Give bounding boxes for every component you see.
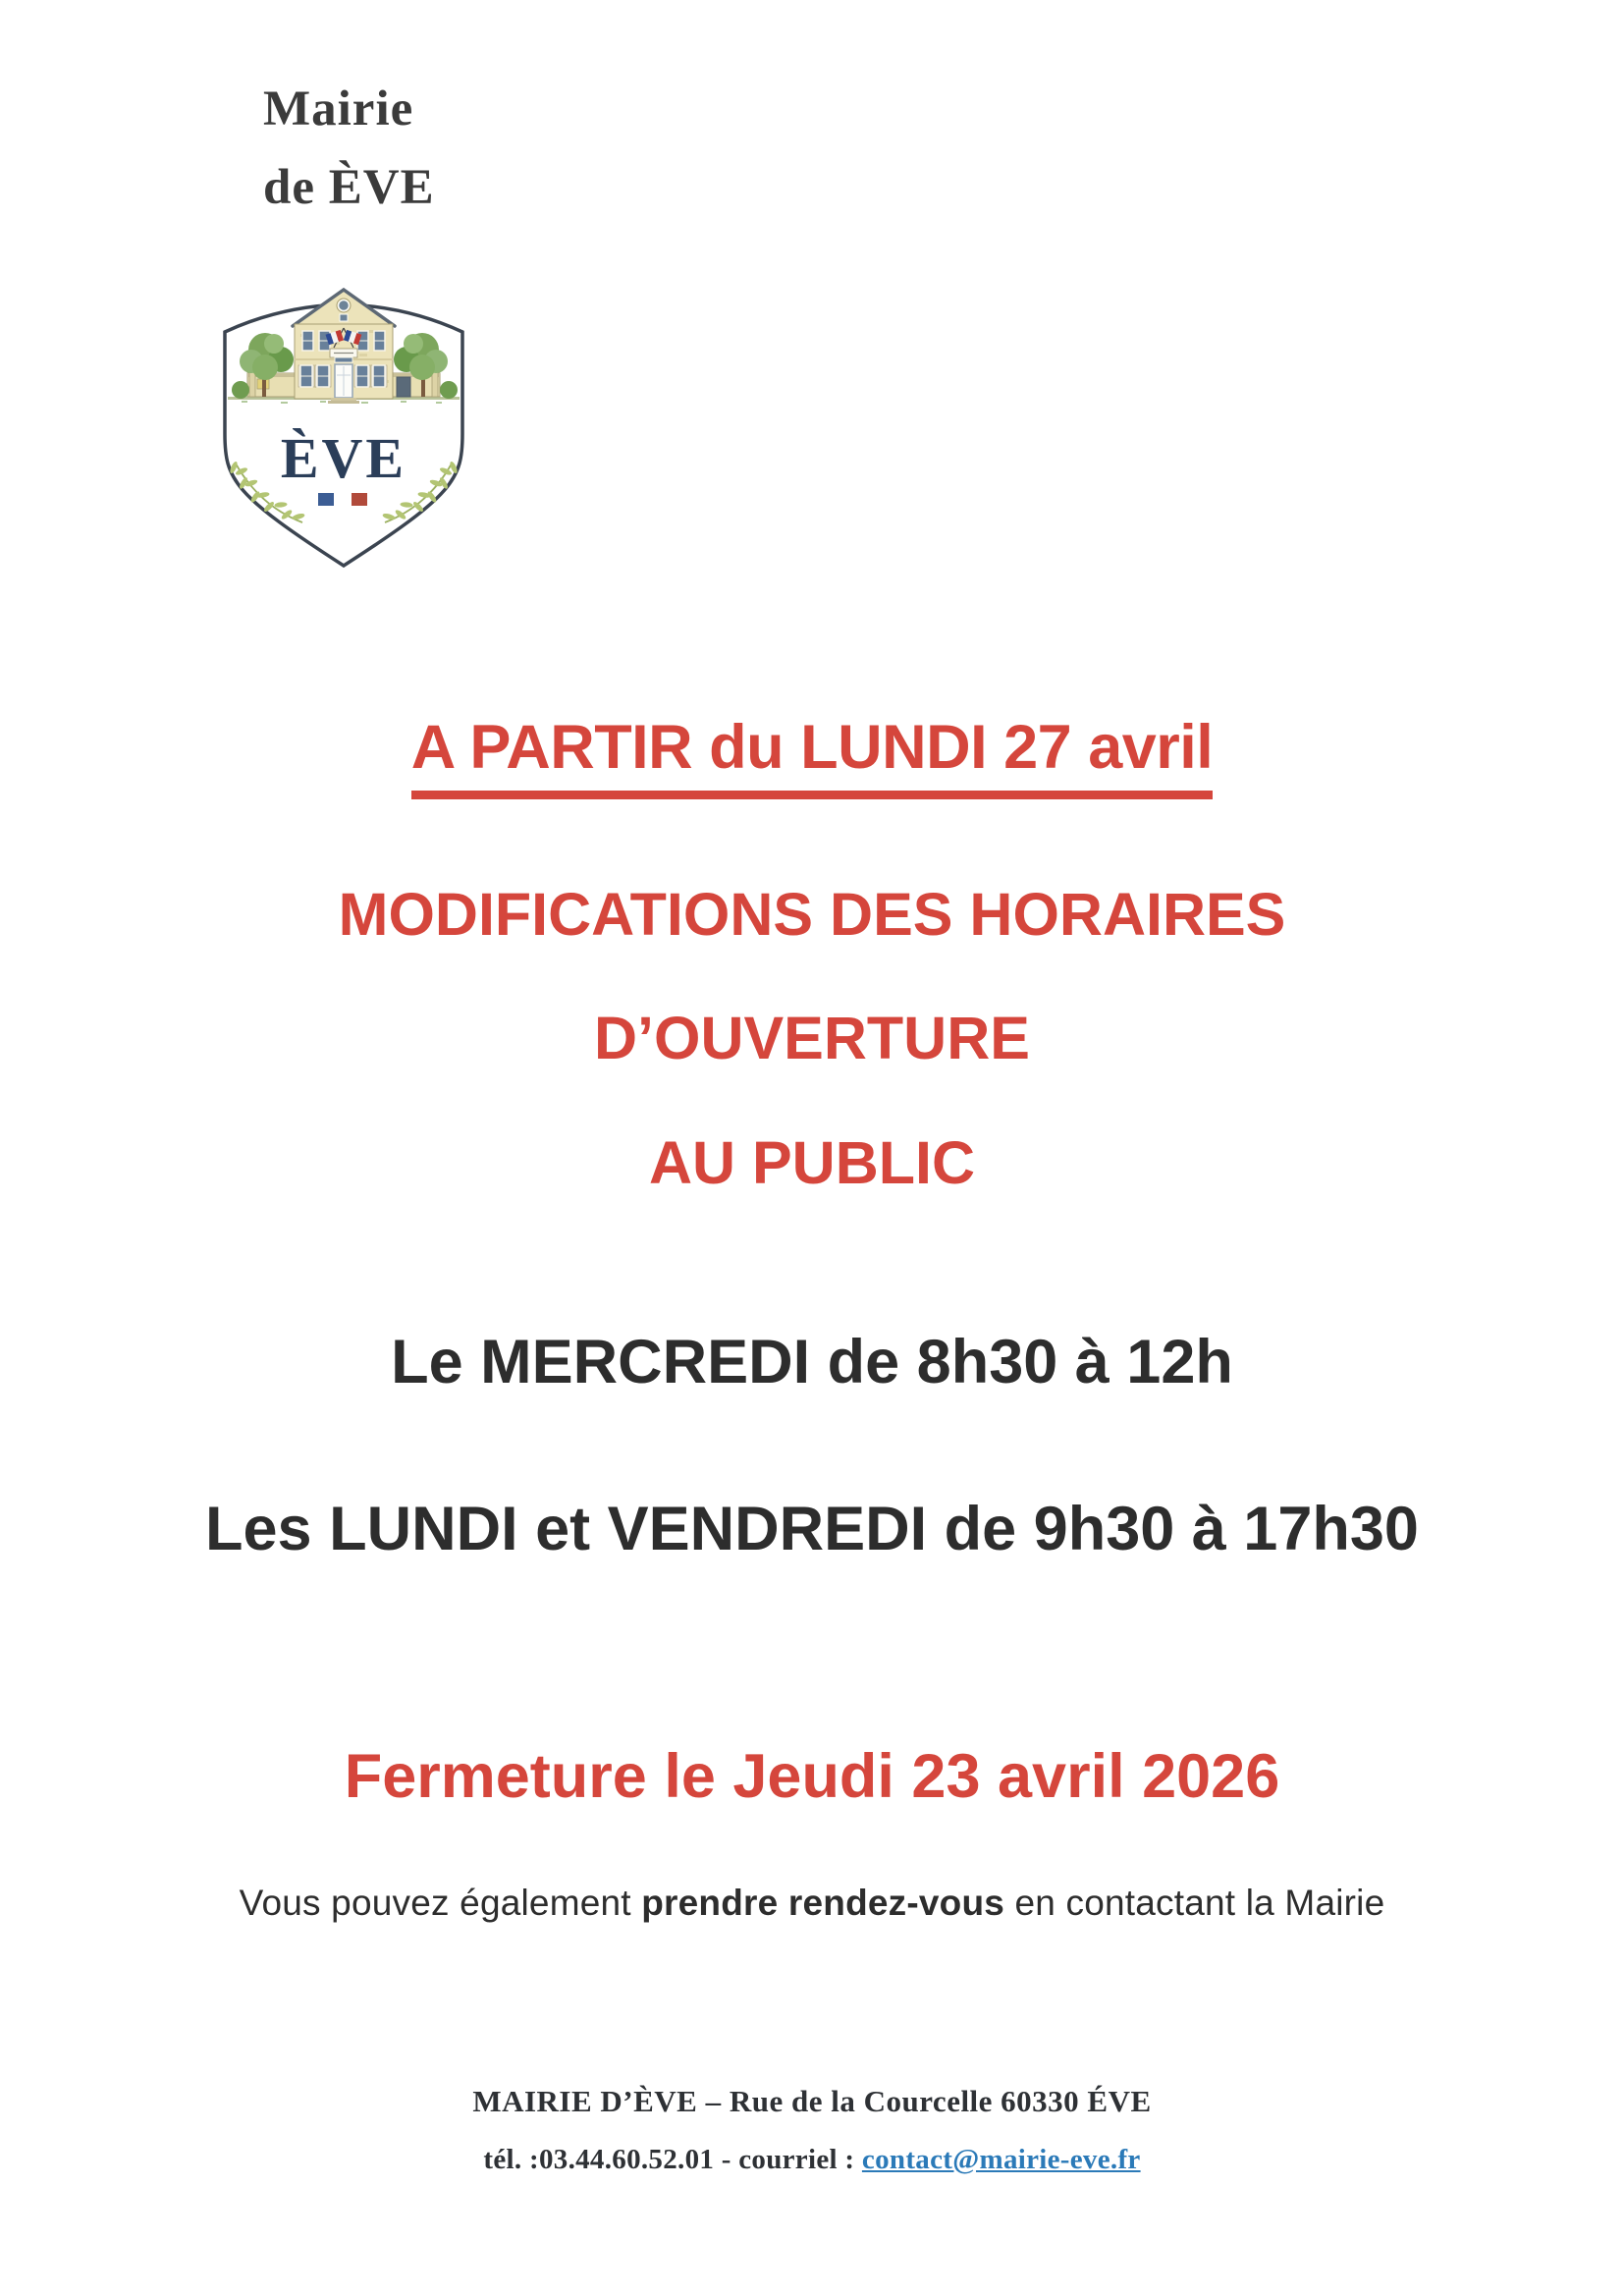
schedule-wednesday: Le MERCREDI de 8h30 à 12h [391, 1328, 1233, 1396]
closure-notice: Fermeture le Jeudi 23 avril 2026 [344, 1742, 1280, 1811]
appointment-note-bold: prendre rendez-vous [641, 1883, 1005, 1923]
town-hall-illustration [228, 290, 460, 404]
municipality-name-line1: Mairie [263, 82, 414, 137]
footer-address: MAIRIE D’ÈVE – Rue de la Courcelle 60330 ÉVE [472, 2084, 1152, 2118]
email-link[interactable]: contact@mairie-eve.fr [861, 2144, 1141, 2175]
notice-subtitle-line-1: MODIFICATIONS DES HORAIRES [338, 881, 1286, 948]
appointment-note [0, 1883, 1624, 1923]
notice-title-text: A PARTIR du LUNDI 27 avril [411, 713, 1214, 799]
municipality-name-line2: de ÈVE [263, 160, 435, 215]
appointment-note-pre: Vous pouvez également [239, 1883, 642, 1923]
notice-subtitle-line-3: AU PUBLIC [648, 1129, 976, 1196]
footer-contact-label: tél. :03.44.60.52.01 - courriel : [483, 2144, 862, 2175]
municipality-crest-logo [212, 287, 475, 574]
schedule-monday-friday: Les LUNDI et VENDREDI de 9h30 à 17h30 [205, 1495, 1419, 1563]
notice-subtitle-line-2: D’OUVERTURE [594, 1005, 1030, 1071]
appointment-note-post: en contactant la Mairie [1004, 1883, 1385, 1923]
footer-contact [0, 2144, 1624, 2175]
logo-wordmark: ÈVE [280, 426, 407, 490]
notice-title [0, 713, 1624, 799]
